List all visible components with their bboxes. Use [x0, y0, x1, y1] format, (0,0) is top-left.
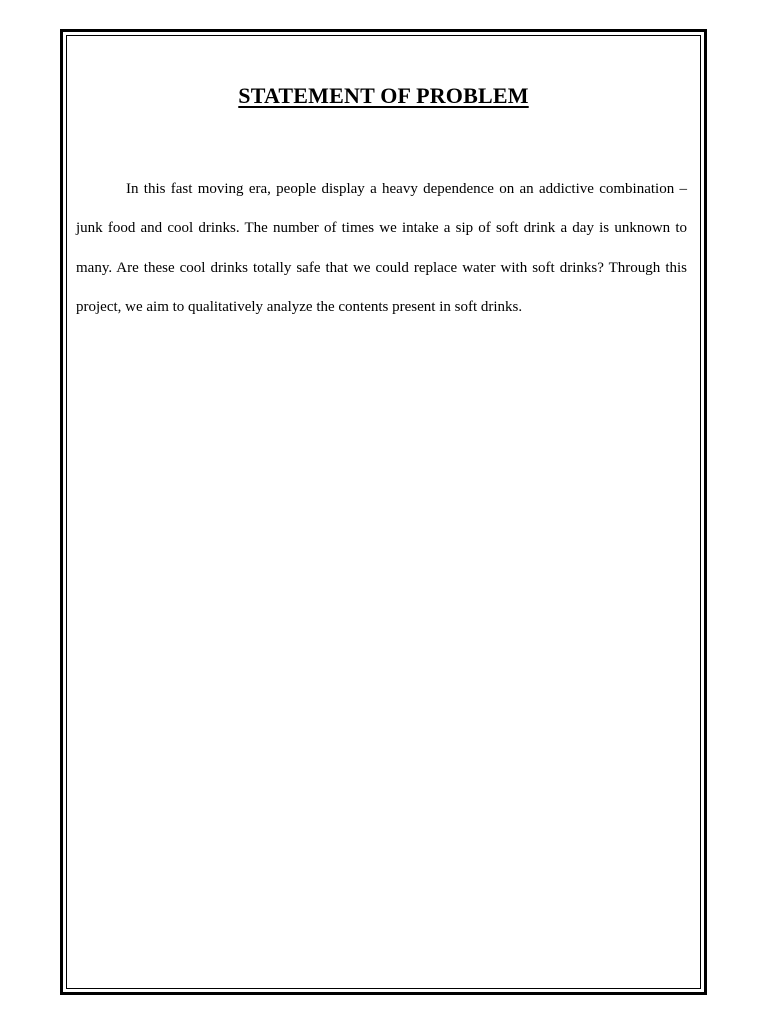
problem-statement-paragraph: In this fast moving era, people display a heavy dependence on an addictive combination – junk food and cool drinks. The number of times we intake a sip of soft drink a day is unknown to many. Are these cool drinks totally safe that we could replace water with soft drinks? Through this project, we aim to qualitatively analyze the contents present in soft drinks.: [76, 181, 687, 316]
page-title: STATEMENT OF PROBLEM: [238, 83, 529, 108]
page-border: [60, 29, 707, 995]
